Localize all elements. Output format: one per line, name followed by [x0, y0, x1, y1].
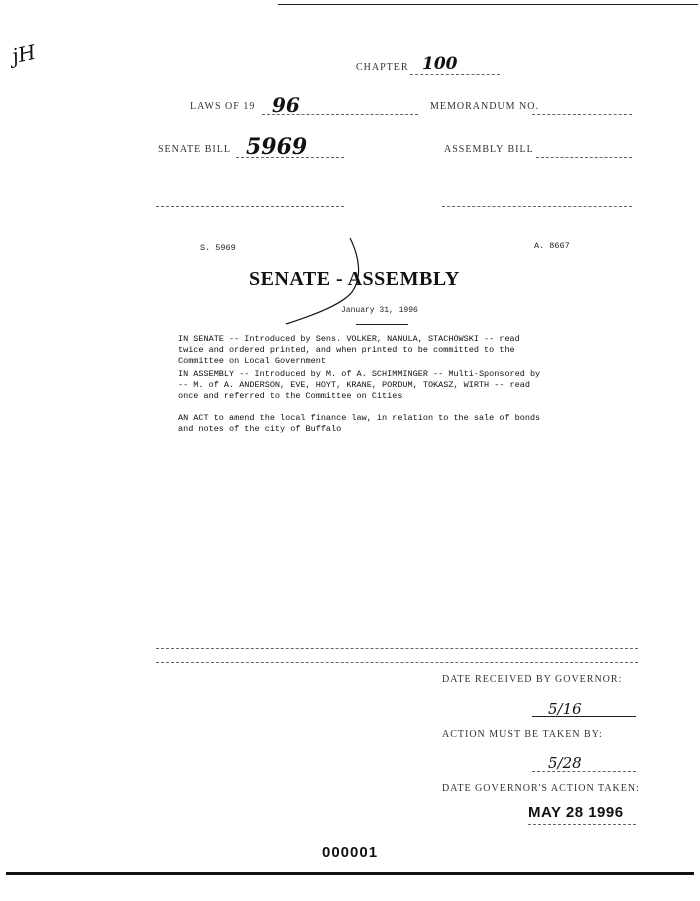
assembly-bill-line: [536, 157, 632, 158]
assembly-intro-line: IN ASSEMBLY -- Introduced by M. of A. SCHIMMINGER -- Multi-Sponsored by: [178, 369, 541, 379]
memorandum-line: [532, 114, 632, 115]
laws-line: [262, 114, 418, 115]
action-by-value: 5/28: [548, 754, 582, 772]
corner-initials: jH: [9, 39, 38, 69]
senate-bill-line: [236, 157, 344, 158]
top-rule: [278, 4, 698, 5]
bill-date: January 31, 1996: [341, 306, 418, 315]
act-line: AN ACT to amend the local finance law, in relation to the sale of bonds: [178, 413, 541, 423]
bottom-rule-1: [156, 648, 638, 649]
chapter-number: 100: [422, 54, 458, 74]
senate-intro-line: Committee on Local Government: [178, 356, 326, 366]
laws-label: LAWS OF 19: [190, 101, 256, 112]
date-underline: [356, 324, 408, 325]
received-line: [532, 716, 636, 717]
chapter-label: CHAPTER: [356, 62, 409, 73]
action-taken-line: [528, 824, 636, 825]
senate-intro: [178, 334, 520, 367]
received-value: 5/16: [548, 700, 582, 718]
bill-title: SENATE - ASSEMBLY: [249, 268, 460, 290]
senate-intro-line: IN SENATE -- Introduced by Sens. VOLKER, NANULA, STACHOWSKI -- read: [178, 334, 520, 344]
chapter-line: [410, 74, 500, 75]
senate-intro-line: twice and ordered printed, and when printed to be committed to the: [178, 345, 515, 355]
senate-number: S. 5969: [200, 243, 236, 253]
page-number: 000001: [322, 844, 379, 861]
senate-bill-label: SENATE BILL: [158, 144, 231, 155]
memorandum-label: MEMORANDUM NO.: [430, 101, 540, 112]
assembly-number: A. 8667: [534, 241, 570, 251]
senate-bill-number: 5969: [246, 134, 308, 160]
action-taken-stamp: MAY 28 1996: [528, 804, 624, 821]
assembly-intro-line: once and referred to the Committee on Cities: [178, 391, 403, 401]
blank-line-right: [442, 206, 632, 207]
blank-line-left: [156, 206, 344, 207]
laws-year: 96: [272, 93, 300, 117]
received-label: DATE RECEIVED BY GOVERNOR:: [442, 674, 623, 685]
bottom-rule-2: [156, 662, 638, 663]
action-by-label: ACTION MUST BE TAKEN BY:: [442, 729, 603, 740]
act-description: [178, 413, 540, 435]
action-taken-label: DATE GOVERNOR'S ACTION TAKEN:: [442, 783, 640, 794]
assembly-intro: [178, 369, 540, 402]
assembly-intro-line: -- M. of A. ANDERSON, EVE, HOYT, KRANE, PORDUM, TOKASZ, WIRTH -- read: [178, 380, 530, 390]
bottom-border: [6, 872, 694, 875]
act-line: and notes of the city of Buffalo: [178, 424, 342, 434]
action-by-line: [532, 771, 636, 772]
assembly-bill-label: ASSEMBLY BILL: [444, 144, 534, 155]
